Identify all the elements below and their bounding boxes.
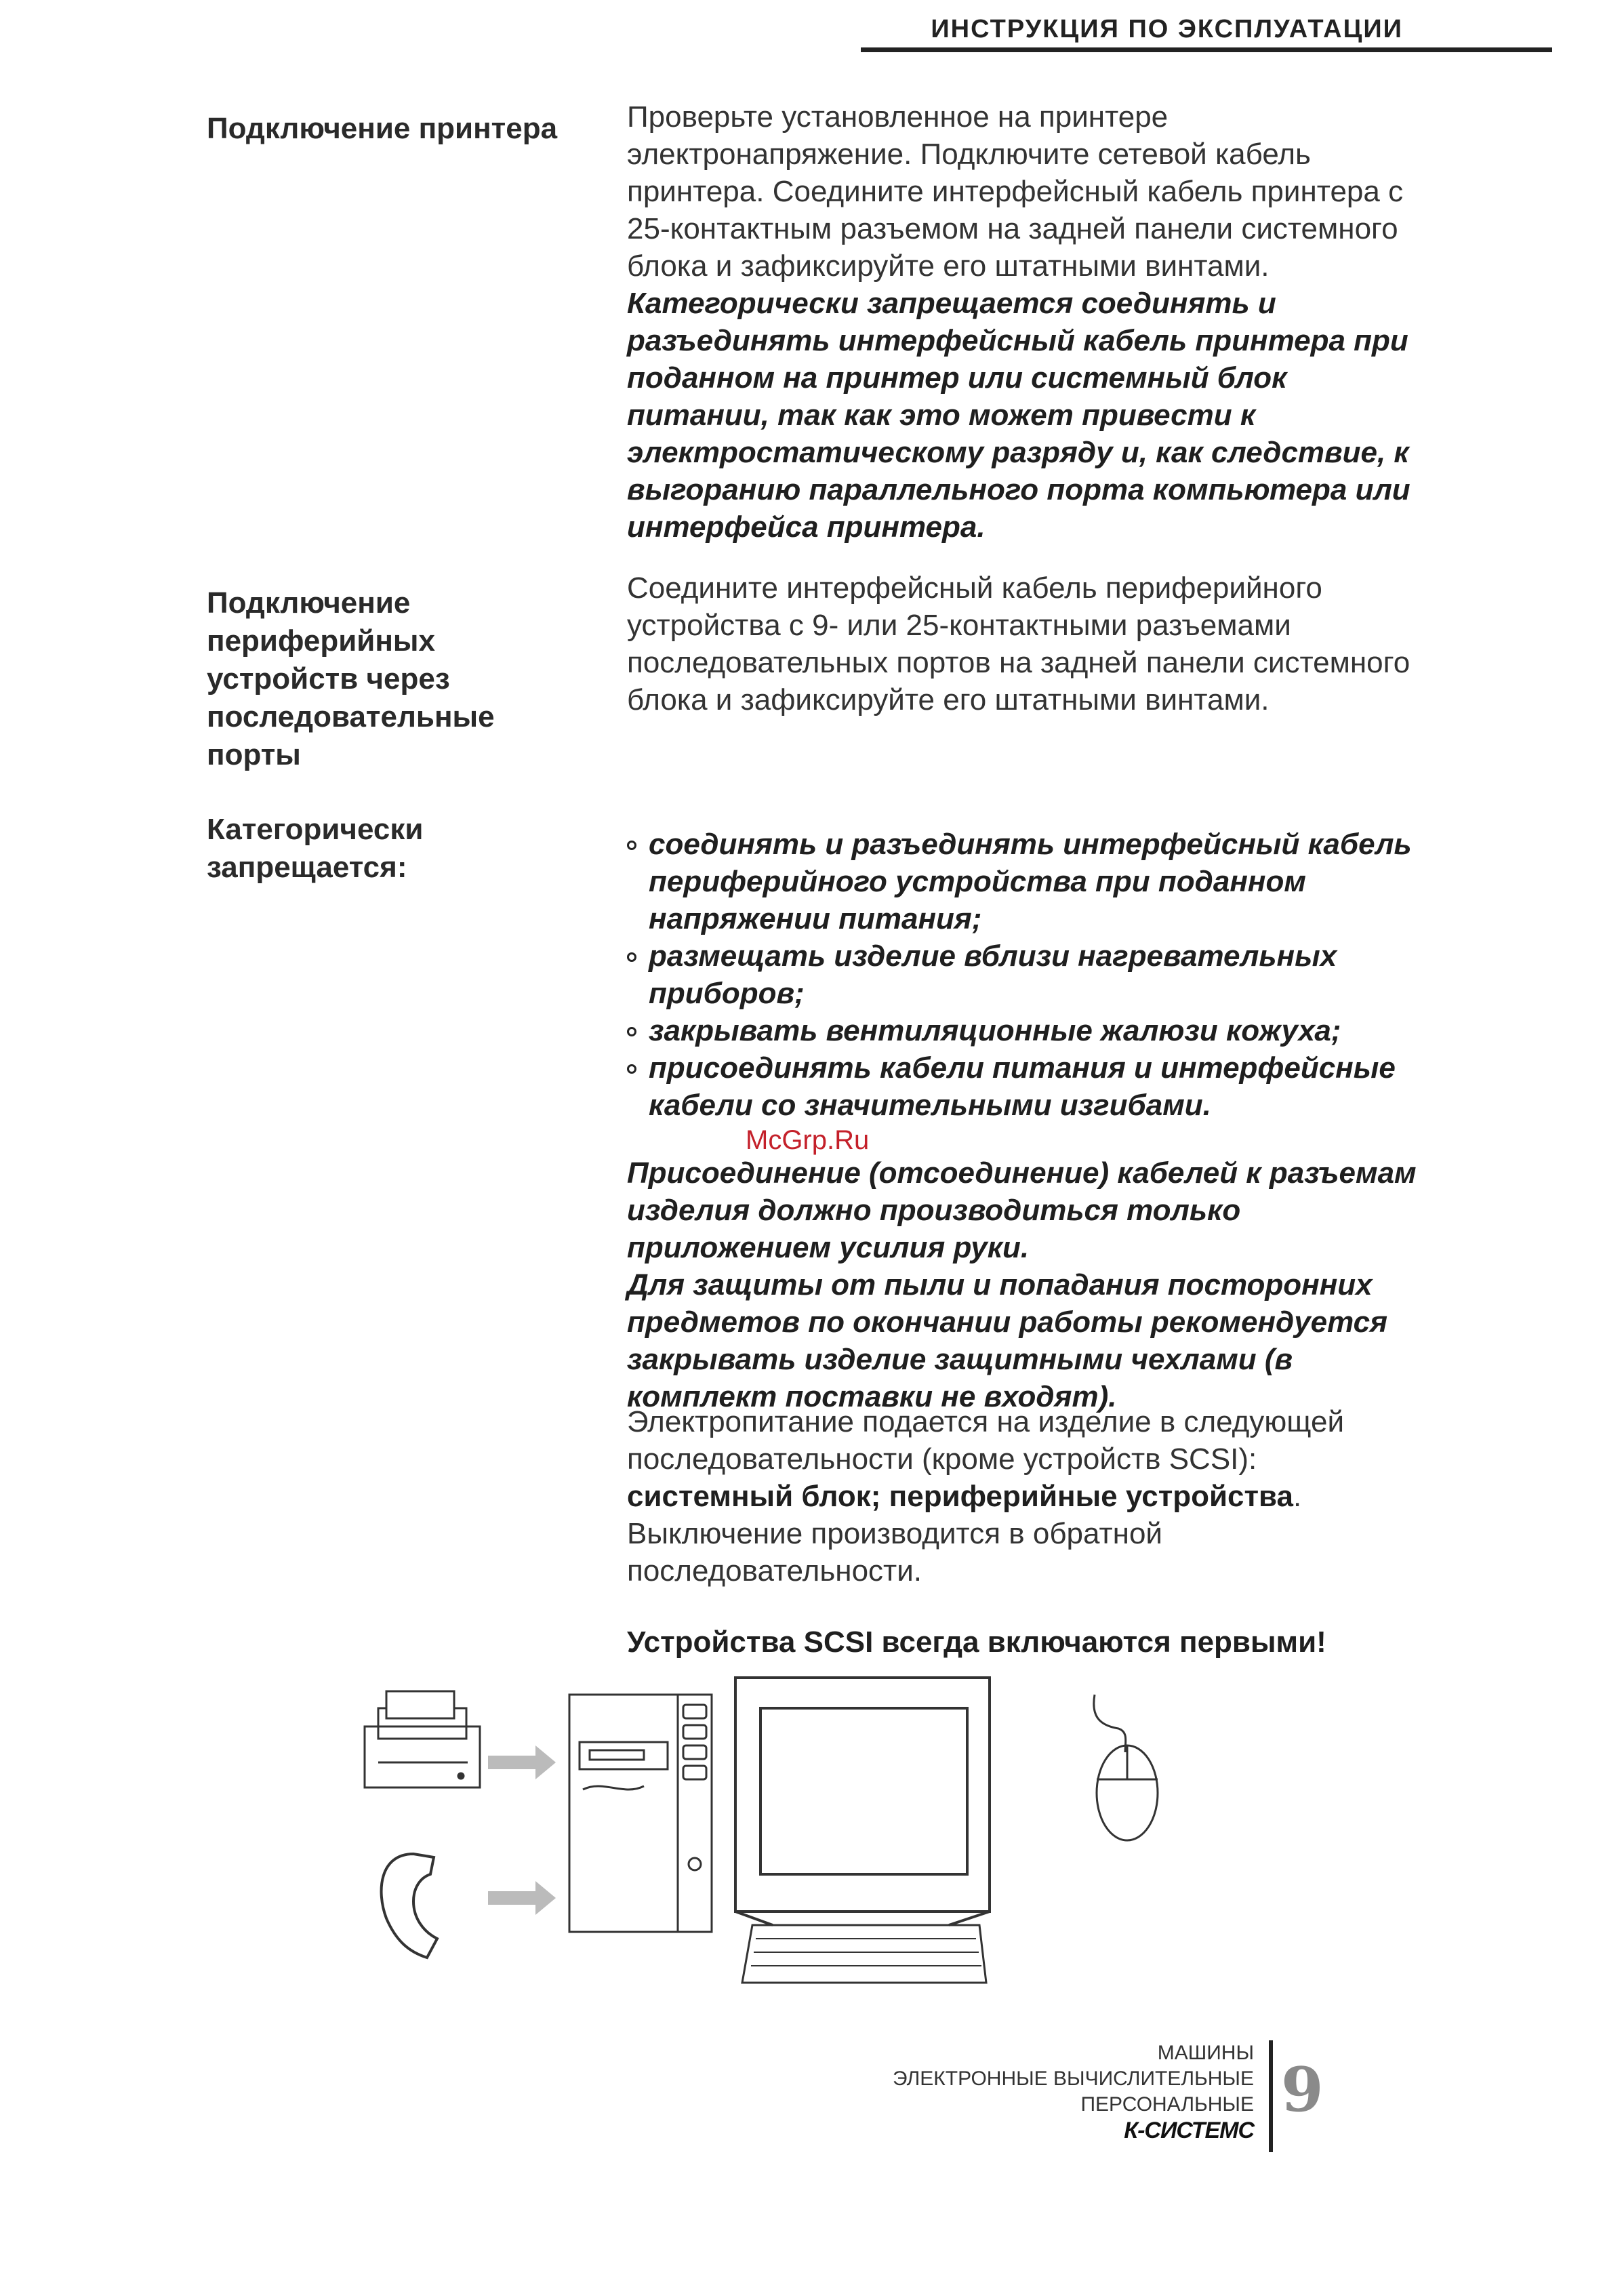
list-item: размещать изделие вблизи нагревательных приборов; — [627, 937, 1427, 1012]
printer-heading: Подключение принтера — [207, 112, 558, 145]
power-section — [627, 1403, 1427, 1661]
dust-note: Для защиты от пыли и попадания посторонних предметов по окончании работы рекомендуется закрывать изделие защитными чехлами (в комплект поставки не входят). — [627, 1268, 1388, 1413]
scsi-note: Устройства SCSI всегда включаются первыми! — [627, 1625, 1326, 1659]
monitor-icon — [735, 1678, 990, 1925]
company-logo: К-СИСТЕМС — [1124, 2118, 1254, 2143]
printer-section — [627, 98, 1427, 546]
bullet-icon — [627, 952, 636, 962]
bullet-icon — [627, 1027, 636, 1036]
footer — [813, 2040, 1254, 2143]
footer-divider — [1269, 2040, 1273, 2152]
phone-icon — [382, 1854, 437, 1958]
printer-text: Проверьте установленное на принтере электронапряжение. Подключите сетевой кабель принтера. Соедините интерфейсный кабель принтера с 25-контактным разъемом на задней панели системного блока и зафиксируйте его штатными винтами. — [627, 100, 1404, 283]
equipment-illustration — [339, 1668, 1220, 2020]
footer-line-1: МАШИНЫ — [1157, 2042, 1254, 2064]
watermark: McGrp.Ru — [746, 1125, 870, 1155]
bullet-icon — [627, 841, 636, 850]
footer-line-2: ЭЛЕКТРОННЫЕ ВЫЧИСЛИТЕЛЬНЫЕ — [893, 2067, 1254, 2090]
serial-text: Соедините интерфейсный кабель периферийного устройства с 9- или 25-контактными разъемами последовательных портов на задней панели системного блока и зафиксируйте его штатными винтами. — [627, 571, 1410, 716]
bullet-icon — [627, 1064, 636, 1074]
printer-icon — [365, 1691, 480, 1787]
printer-warning: Категорически запрещается соединять и разъединять интерфейсный кабель принтера при поданном на принтер или системный блок питании, так как это может привести к электростатическому разряду и, как следствие, к выгоранию параллельного порта компьютера или интерфейса принтера. — [627, 287, 1410, 544]
power-text: Электропитание подается на изделие в следующей последовательности (кроме устройств SCSI): системный блок; периферийные устройства. Выключение производится в обратной последовательности. — [627, 1405, 1345, 1588]
arrow-icon — [488, 1745, 556, 1915]
forbidden-list — [627, 826, 1427, 1124]
list-item: закрывать вентиляционные жалюзи кожуха; — [627, 1012, 1427, 1049]
footer-line-3: ПЕРСОНАЛЬНЫЕ — [1080, 2093, 1254, 2116]
list-item: соединять и разъединять интерфейсный кабель периферийного устройства при поданном напряжении питания; — [627, 826, 1427, 937]
list-item: присоединять кабели питания и интерфейсные кабели со значительными изгибами. — [627, 1049, 1427, 1124]
system-unit-icon — [569, 1695, 712, 1932]
document-title: ИНСТРУКЦИЯ ПО ЭКСПЛУАТАЦИИ — [931, 15, 1403, 43]
forbidden-section — [627, 826, 1427, 1415]
keyboard-icon — [742, 1925, 986, 1983]
page-number: 9 — [1281, 2054, 1324, 2126]
forbidden-heading: Категорически запрещается: — [207, 813, 424, 884]
serial-heading: Подключение периферийных устройств через последовательные порты — [207, 586, 495, 771]
mouse-icon — [1094, 1695, 1158, 1840]
header-rule — [861, 47, 1552, 52]
cable-note: Присоединение (отсоединение) кабелей к разъемам изделия должно производиться только приложением усилия руки. — [627, 1156, 1417, 1264]
serial-section — [627, 569, 1427, 719]
